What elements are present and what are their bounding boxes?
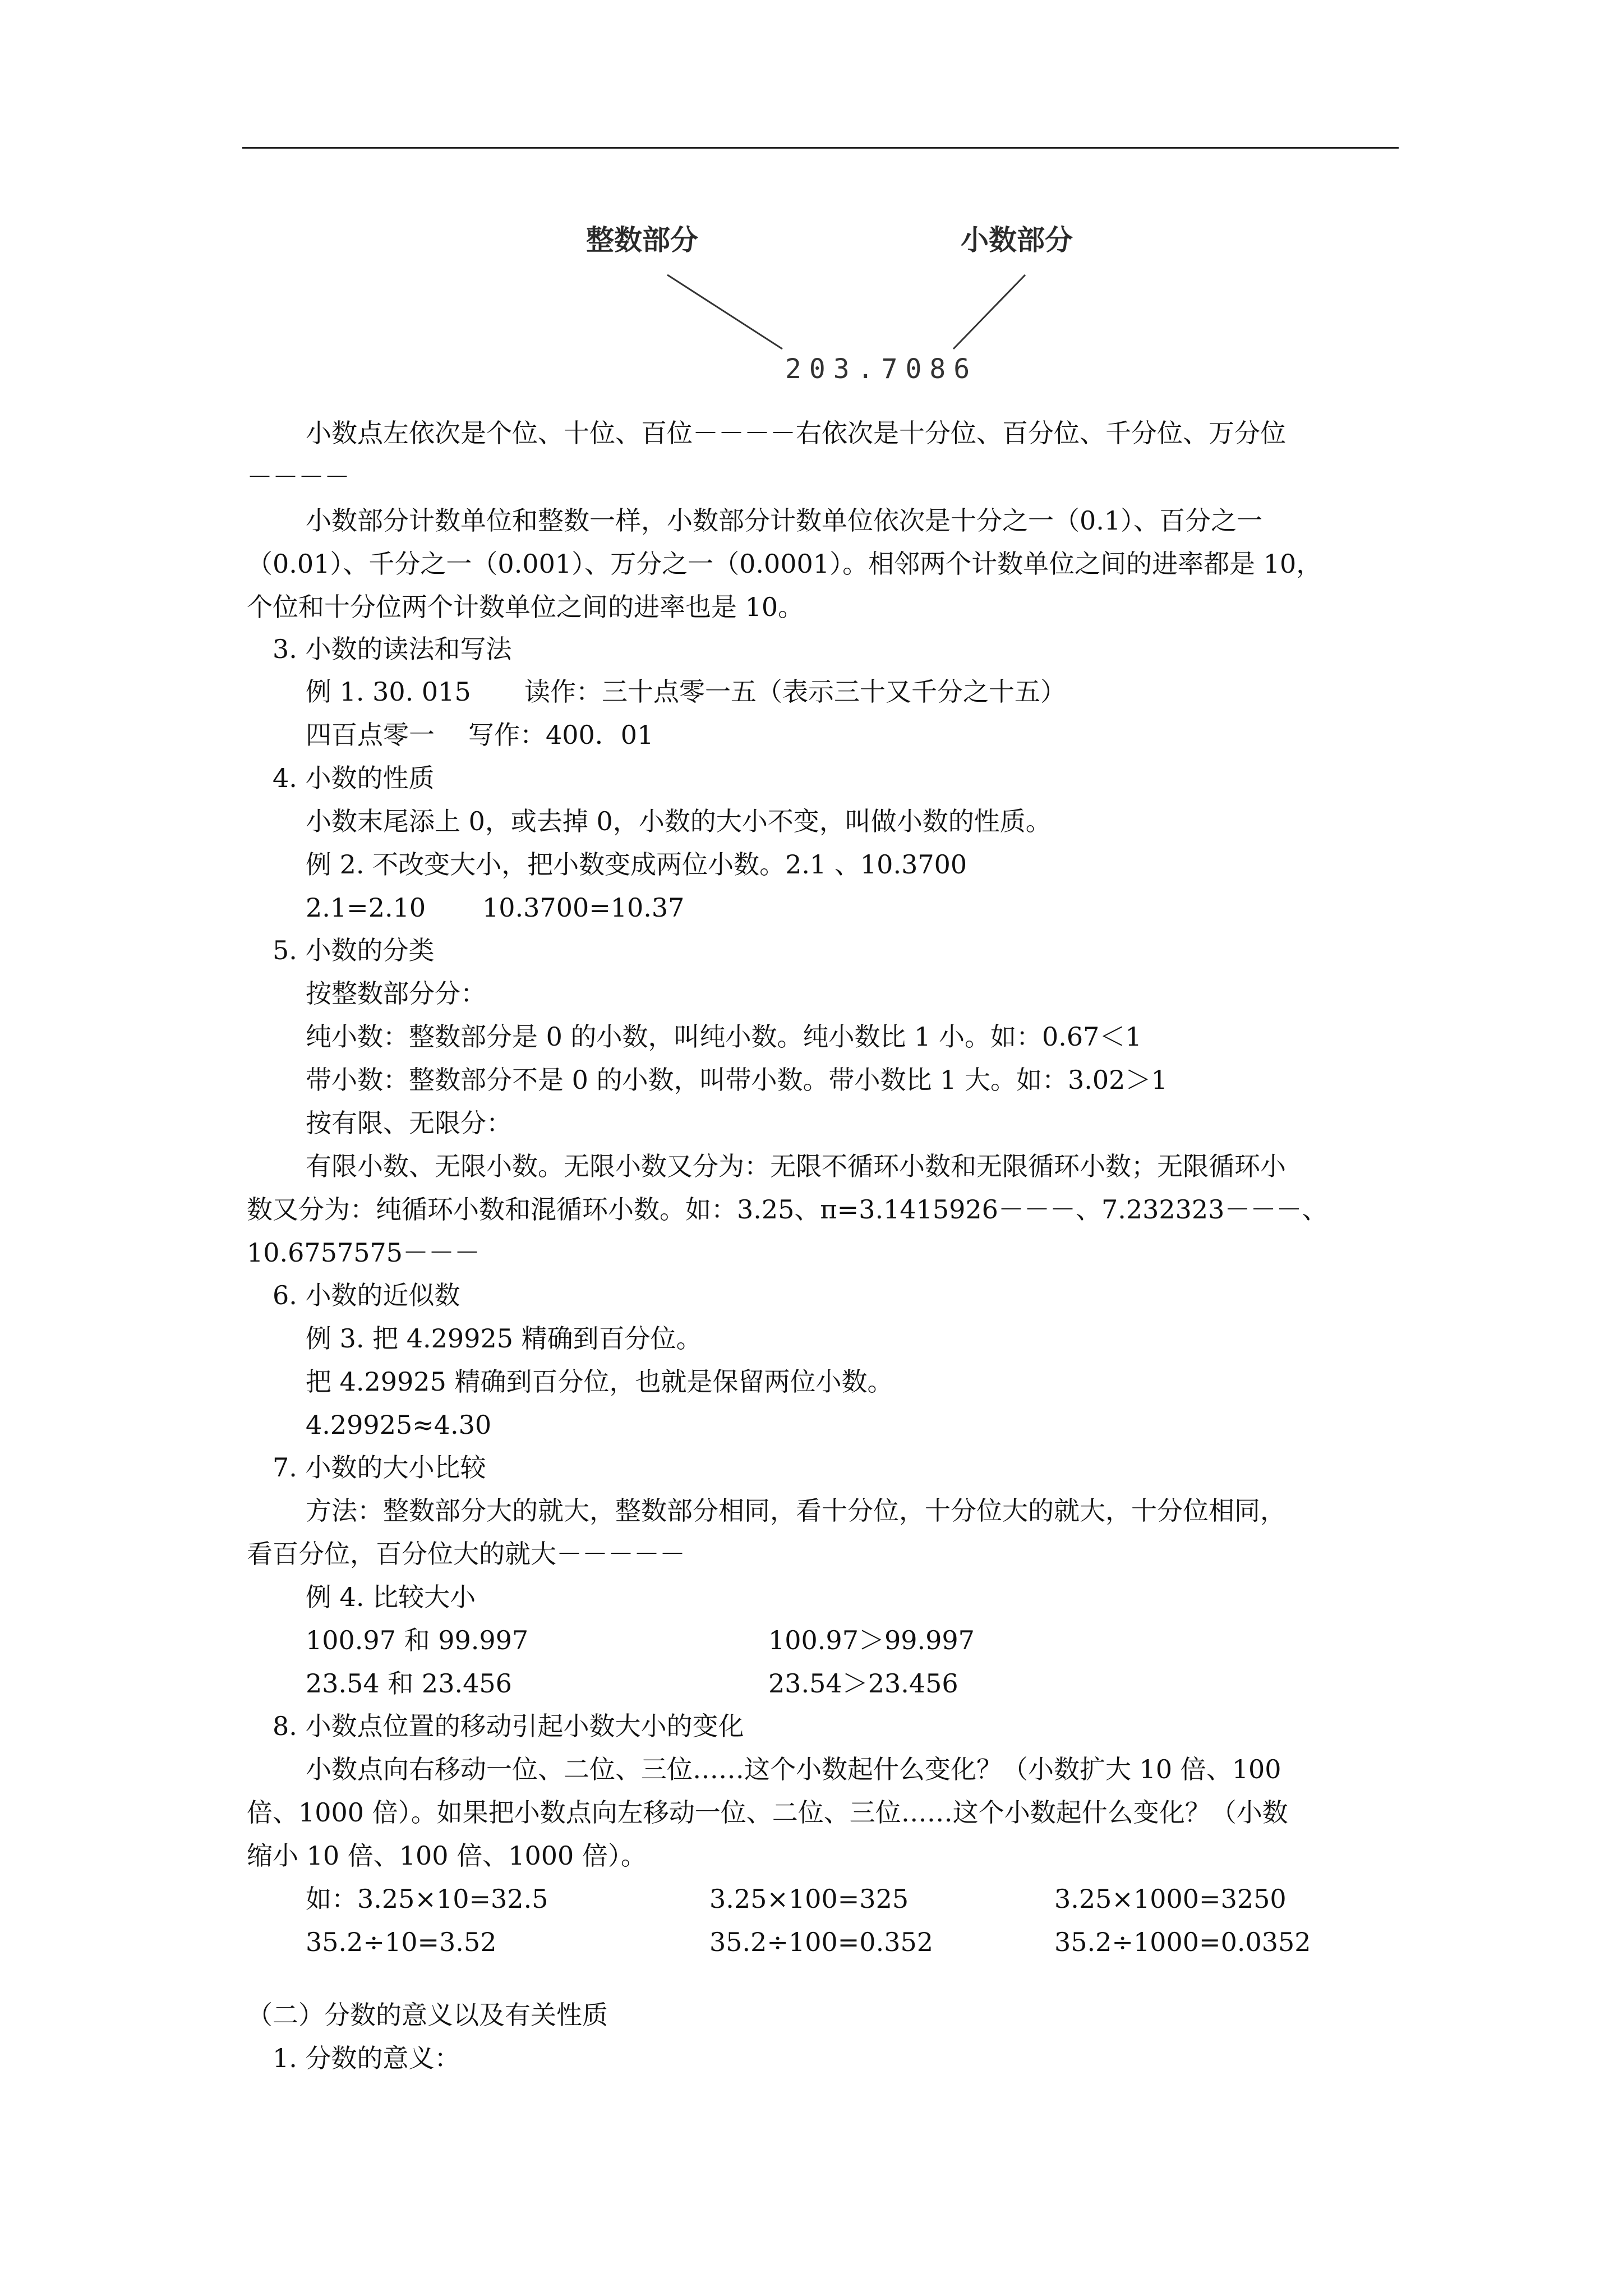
- paragraph-line: 把 4.29925 精确到百分位，也就是保留两位小数。: [306, 1366, 893, 1397]
- section-heading: 8. 小数点位置的移动引起小数大小的变化: [273, 1711, 744, 1741]
- calc-cell: 35.2÷100=0.352: [709, 1927, 933, 1957]
- paragraph-line: 按有限、无限分：: [306, 1108, 512, 1138]
- answer-2: 10.3700=10.37: [482, 892, 685, 923]
- comparison-answer: 100.97＞99.997: [768, 1625, 975, 1655]
- paragraph-line: 小数末尾添上 0，或去掉 0，小数的大小不变，叫做小数的性质。: [306, 806, 1052, 836]
- comparison-row: [306, 1623, 975, 1657]
- section-heading: 3. 小数的读法和写法: [273, 634, 512, 664]
- integer-part-label: 整数部分: [586, 224, 698, 256]
- paragraph-line: 纯小数：整数部分是 0 的小数，叫纯小数。纯小数比 1 小。如：0.67＜1: [306, 1022, 1142, 1052]
- integer-part-connector: [667, 275, 782, 349]
- paragraph-line: －－－－: [247, 462, 350, 492]
- paragraph-line: 10.6757575－－－: [247, 1237, 481, 1268]
- decimal-part-label: 小数部分: [961, 224, 1073, 256]
- example-number: 203.7086: [785, 353, 978, 385]
- comparison-question: 100.97 和 99.997: [306, 1625, 529, 1655]
- paragraph-line: （0.01）、千分之一（0.001）、万分之一（0.0001）。相邻两个计数单位之间的进率都是 10，: [247, 549, 1322, 579]
- example-label: 四百点零一: [306, 720, 435, 750]
- calculation-row: [306, 1925, 1427, 1959]
- paragraph-line: 缩小 10 倍、100 倍、1000 倍）。: [247, 1841, 647, 1871]
- calc-cell: 3.25×1000=3250: [1054, 1884, 1287, 1914]
- paragraph-line: 有限小数、无限小数。无限小数又分为：无限不循环小数和无限循环小数；无限循环小: [306, 1151, 1286, 1181]
- paragraph-line: 小数点左依次是个位、十位、百位－－－－右依次是十分位、百分位、千分位、万分位: [306, 418, 1286, 448]
- paragraph-line: 按整数部分分：: [306, 978, 486, 1009]
- example-writing: 写作：400．01: [468, 720, 654, 750]
- comparison-answer: 23.54＞23.456: [768, 1668, 958, 1699]
- paragraph-line: 方法：整数部分大的就大，整数部分相同，看十分位，十分位大的就大，十分位相同，: [306, 1496, 1286, 1526]
- calc-cell: 如：3.25×10=32.5: [306, 1884, 548, 1914]
- paragraph-line: 带小数：整数部分不是 0 的小数，叫带小数。带小数比 1 大。如：3.02＞1: [306, 1065, 1168, 1095]
- paragraph-line: 小数点向右移动一位、二位、三位……这个小数起什么变化？（小数扩大 10 倍、100: [306, 1754, 1281, 1784]
- example-answer: [306, 891, 685, 924]
- paragraph-line: 数又分为：纯循环小数和混循环小数。如：3.25、π=3.1415926－－－、7.232323－－－、: [247, 1194, 1328, 1225]
- example-line: 例 4. 比较大小: [306, 1582, 476, 1612]
- example-label: 例 1. 30. 015: [306, 677, 471, 707]
- section-heading: 1. 分数的意义：: [273, 2043, 460, 2073]
- section-heading: 4. 小数的性质: [273, 763, 435, 793]
- calc-cell: 3.25×100=325: [709, 1884, 909, 1914]
- example-line: [306, 718, 654, 752]
- section-heading: 5. 小数的分类: [273, 935, 435, 965]
- calc-cell: 35.2÷1000=0.0352: [1054, 1927, 1311, 1957]
- paragraph-line: 看百分位，百分位大的就大－－－－－: [247, 1539, 685, 1569]
- answer-1: 2.1=2.10: [306, 892, 426, 923]
- comparison-row: [306, 1667, 958, 1700]
- paragraph-line: 个位和十分位两个计数单位之间的进率也是 10。: [247, 592, 804, 622]
- paragraph-line: 小数部分计数单位和整数一样，小数部分计数单位依次是十分之一（0.1）、百分之一: [306, 505, 1263, 536]
- calculation-row: [306, 1882, 1427, 1916]
- decimal-part-connector: [953, 275, 1025, 349]
- section-heading: 7. 小数的大小比较: [273, 1452, 486, 1483]
- paragraph-line: 4.29925≈4.30: [306, 1410, 492, 1440]
- paragraph-line: 倍、1000 倍）。如果把小数点向左移动一位、二位、三位……这个小数起什么变化？（小数: [247, 1797, 1288, 1828]
- example-line: [306, 675, 1066, 708]
- comparison-question: 23.54 和 23.456: [306, 1668, 512, 1699]
- section-heading: 6. 小数的近似数: [273, 1280, 460, 1310]
- example-reading: 读作：三十点零一五（表示三十又千分之十五）: [524, 677, 1066, 707]
- example-line: 例 3. 把 4.29925 精确到百分位。: [306, 1323, 702, 1354]
- chapter-heading: （二）分数的意义以及有关性质: [247, 2000, 608, 2030]
- example-line: 例 2. 不改变大小，把小数变成两位小数。2.1 、10.3700: [306, 849, 967, 880]
- calc-cell: 35.2÷10=3.52: [306, 1927, 497, 1957]
